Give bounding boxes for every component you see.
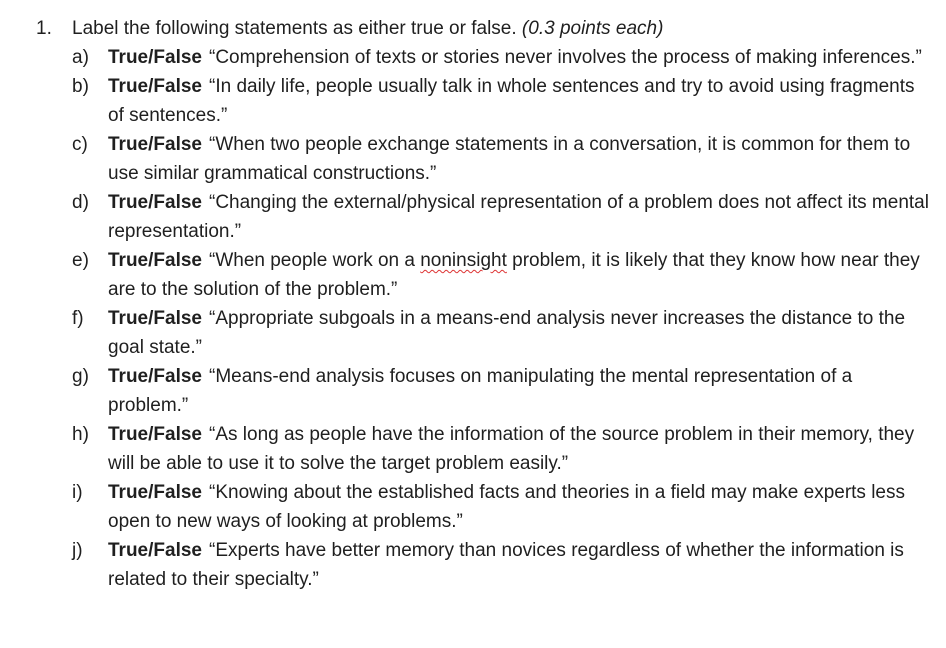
statement-text: “Means-end analysis focuses on manipulating the mental representation of a problem.” bbox=[108, 366, 853, 416]
true-false-label: True/False bbox=[108, 308, 202, 329]
statement-text: “When two people exchange statements in a conversation, it is common for them to use similar grammatical constructions.” bbox=[108, 134, 911, 184]
item-letter: e) bbox=[72, 250, 89, 271]
statement-text: “Knowing about the established facts and theories in a field may make experts less open to new ways of looking at problems.” bbox=[108, 482, 905, 532]
points-note: (0.3 points each) bbox=[521, 18, 664, 39]
statement-text-part: problem, it is likely that they know how near they are to the solution of the problem.” bbox=[108, 250, 920, 300]
item-letter: b) bbox=[72, 76, 89, 97]
true-false-label: True/False bbox=[108, 250, 202, 271]
true-false-label: True/False bbox=[108, 47, 202, 68]
question-number: 1. bbox=[36, 18, 52, 39]
statement-item-g bbox=[72, 362, 934, 420]
true-false-label: True/False bbox=[108, 540, 202, 561]
statement-item-h bbox=[72, 420, 934, 478]
statement-text-part: “When people work on a bbox=[209, 250, 421, 271]
statement-item-j bbox=[72, 536, 934, 594]
statement-item-a bbox=[72, 43, 934, 72]
spelling-flagged-word: noninsight bbox=[420, 250, 507, 271]
true-false-label: True/False bbox=[108, 424, 202, 445]
item-letter: i) bbox=[72, 482, 83, 503]
true-false-label: True/False bbox=[108, 482, 202, 503]
question-heading bbox=[36, 14, 663, 43]
item-letter: c) bbox=[72, 134, 88, 155]
statement-item-b bbox=[72, 72, 934, 130]
item-letter: f) bbox=[72, 308, 84, 329]
statement-item-e bbox=[72, 246, 934, 304]
statement-text: “In daily life, people usually talk in whole sentences and try to avoid using fragments of sentences.” bbox=[108, 76, 915, 126]
statement-item-i bbox=[72, 478, 934, 536]
statement-text bbox=[108, 250, 920, 300]
statement-list bbox=[72, 43, 946, 594]
statement-text: “Comprehension of texts or stories never involves the process of making inferences.” bbox=[209, 47, 922, 68]
item-letter: a) bbox=[72, 47, 89, 68]
question-prompt: Label the following statements as either true or false. bbox=[72, 18, 522, 39]
true-false-label: True/False bbox=[108, 134, 202, 155]
item-letter: g) bbox=[72, 366, 89, 387]
statement-text: “Experts have better memory than novices regardless of whether the information is related to their specialty.” bbox=[108, 540, 904, 590]
true-false-label: True/False bbox=[108, 192, 202, 213]
statement-text: “As long as people have the information of the source problem in their memory, they will be able to use it to solve the target problem easily.” bbox=[108, 424, 915, 474]
statement-item-c bbox=[72, 130, 934, 188]
item-letter: d) bbox=[72, 192, 89, 213]
item-letter: h) bbox=[72, 424, 89, 445]
true-false-label: True/False bbox=[108, 76, 202, 97]
statement-text: “Appropriate subgoals in a means-end analysis never increases the distance to the goal state.” bbox=[108, 308, 906, 358]
statement-item-d bbox=[72, 188, 934, 246]
statement-item-f bbox=[72, 304, 934, 362]
true-false-label: True/False bbox=[108, 366, 202, 387]
item-letter: j) bbox=[72, 540, 83, 561]
statement-text: “Changing the external/physical representation of a problem does not affect its mental representation.” bbox=[108, 192, 929, 242]
